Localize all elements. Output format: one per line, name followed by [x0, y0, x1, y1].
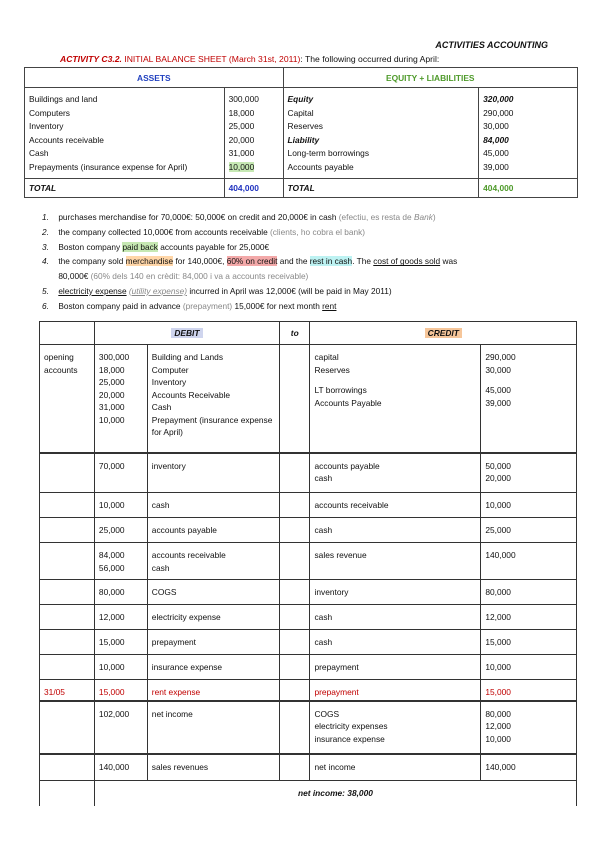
event-text: the company collected 10,000€ from accounts receivable — [58, 226, 268, 237]
asset-label: Inventory — [29, 121, 64, 132]
equity-label: Accounts payable — [287, 161, 354, 172]
event-note: (prepayment) — [182, 300, 233, 311]
subtitle-rest: : The following occurred during April: — [300, 54, 440, 64]
journal-row — [40, 754, 577, 781]
assets-labels — [25, 88, 225, 179]
equity-label: Equity — [287, 94, 314, 104]
opening-credit-amounts — [481, 345, 577, 453]
opening-credit-accounts — [310, 345, 481, 453]
entry-date — [40, 580, 95, 605]
asset-label: Prepayments (insurance expense for April) — [29, 161, 188, 172]
credit-amount: 10,000 — [481, 655, 577, 680]
to-cell — [279, 701, 310, 754]
assets-total: 404,000 — [224, 179, 283, 198]
credit-amount: 80,000 12,000 10,000 — [481, 701, 577, 754]
asset-value: 18,000 — [228, 107, 255, 118]
equity-label: Capital — [287, 107, 314, 118]
debit-account: COGS — [147, 580, 279, 605]
event-note: (efectiu, es resta de — [338, 212, 412, 222]
event-number: 3. — [42, 241, 49, 252]
to-cell — [279, 493, 310, 518]
event-text: was — [442, 256, 458, 267]
debit-amount: 84,000 56,000 — [94, 543, 147, 580]
balance-title: INITIAL BALANCE SHEET (March 31st, 2011) — [124, 54, 301, 64]
to-cell — [279, 680, 310, 701]
event-text: 80,000€ — [58, 271, 89, 282]
event-note-end: ) — [432, 212, 436, 222]
credit-amount: 140,000 — [481, 543, 577, 580]
event-number: 2. — [42, 226, 49, 237]
credit-amount: 15,000 — [481, 680, 577, 701]
amount: 30,000 — [485, 364, 511, 375]
entry-date — [40, 518, 95, 543]
equity-label: Reserves — [287, 121, 323, 132]
debit-account: sales revenues — [147, 754, 279, 781]
credit-account: cash — [310, 605, 481, 630]
events-list — [42, 210, 582, 314]
amount: 39,000 — [485, 397, 511, 408]
debit-amount: 12,000 — [94, 605, 147, 630]
entry-date: 31/05 — [40, 680, 95, 701]
asset-value: 20,000 — [228, 134, 255, 145]
account: Accounts Payable — [314, 397, 382, 408]
event-number: 5. — [42, 285, 49, 296]
debit-header: DEBIT — [171, 328, 202, 338]
opening-debit-amounts — [94, 345, 147, 453]
event-note: (60% dels 140 en crèdit: 84,000 i va a accounts receivable) — [90, 271, 309, 282]
to-cell — [279, 518, 310, 543]
debit-account: prepayment — [147, 630, 279, 655]
entry-date — [40, 701, 95, 754]
entry-date — [40, 754, 95, 781]
to-cell — [279, 580, 310, 605]
entry-date — [40, 493, 95, 518]
activity-subtitle — [60, 54, 439, 64]
account: Accounts Receivable — [151, 389, 230, 400]
journal-row — [40, 605, 577, 630]
asset-label: Buildings and land — [29, 94, 98, 104]
equity-value: 320,000 — [483, 94, 514, 104]
amount: 31,000 — [98, 402, 125, 412]
highlighted-value: 10,000 — [228, 161, 255, 172]
journal-row — [40, 453, 577, 493]
event-underline: rent — [322, 300, 337, 311]
amount: 25,000 — [98, 377, 125, 387]
credit-amount: 80,000 — [481, 580, 577, 605]
event-number: 1. — [42, 212, 49, 222]
to-cell — [279, 605, 310, 630]
event-underline: electricity expense — [58, 285, 127, 296]
event-note: (clients, ho cobra el bank) — [270, 226, 366, 237]
asset-label: Computers — [29, 107, 70, 118]
equity-label: Long-term borrowings — [287, 148, 370, 159]
equity-header: EQUITY + LIABILITIES — [283, 68, 577, 88]
event-text: the company sold — [58, 256, 124, 267]
credit-account: net income — [310, 754, 481, 781]
debit-amount: 80,000 — [94, 580, 147, 605]
credit-account: prepayment — [310, 655, 481, 680]
event-highlight: merchandise — [125, 256, 174, 267]
event-text: incurred in April was 12,000€ (will be paid in May 2011) — [189, 285, 392, 296]
credit-amount: 140,000 — [481, 754, 577, 781]
amount: 20,000 — [98, 389, 125, 400]
balance-sheet-table — [24, 67, 578, 198]
event-item — [42, 254, 582, 269]
debit-amount: 10,000 — [94, 655, 147, 680]
journal-row — [40, 655, 577, 680]
account: Cash — [151, 402, 172, 412]
to-cell — [279, 655, 310, 680]
journal-row — [40, 630, 577, 655]
entry-date — [40, 630, 95, 655]
entry-date — [40, 605, 95, 630]
event-underline: cost of goods sold — [373, 256, 441, 267]
event-text: Boston company — [58, 241, 121, 252]
credit-account: sales revenue — [310, 543, 481, 580]
event-text: accounts payable for 25,000€ — [160, 241, 270, 252]
event-text: for 140,000€, — [175, 256, 225, 267]
debit-account: insurance expense — [147, 655, 279, 680]
event-text: . The — [352, 256, 371, 267]
credit-account: cash — [310, 630, 481, 655]
event-item — [42, 269, 582, 284]
event-number: 6. — [42, 300, 49, 311]
event-item — [42, 299, 582, 314]
event-item — [42, 225, 582, 240]
page-header: ACTIVITIES ACCOUNTING — [435, 40, 548, 50]
amount: 300,000 — [98, 352, 130, 362]
activity-label: ACTIVITY C3.2. — [60, 54, 122, 64]
credit-account: COGS electricity expenses insurance expense — [310, 701, 481, 754]
account: Inventory — [151, 377, 187, 387]
event-number: 4. — [42, 256, 49, 267]
event-item — [42, 284, 582, 299]
credit-amount: 12,000 — [481, 605, 577, 630]
to-header: to — [279, 322, 310, 345]
debit-account: rent expense — [147, 680, 279, 701]
journal-row — [40, 680, 577, 701]
amount: 45,000 — [485, 385, 511, 395]
account: capital — [314, 352, 339, 362]
journal-row — [40, 518, 577, 543]
amount: 290,000 — [485, 352, 516, 362]
equity-value: 39,000 — [483, 161, 509, 172]
debit-account: inventory — [147, 453, 279, 493]
credit-header: CREDIT — [425, 328, 462, 338]
event-item — [42, 240, 582, 255]
debit-account: net income — [147, 701, 279, 754]
journal-row — [40, 493, 577, 518]
equity-label: Liability — [287, 134, 320, 145]
account: LT borrowings — [314, 385, 367, 395]
journal-row — [40, 701, 577, 754]
asset-value: 300,000 — [228, 94, 259, 104]
debit-account: electricity expense — [147, 605, 279, 630]
amount: 18,000 — [98, 364, 125, 375]
equity-total: 404,000 — [479, 179, 578, 198]
debit-account: cash — [147, 493, 279, 518]
event-italic-underline: (utility expense) — [128, 285, 187, 296]
equity-values — [479, 88, 578, 179]
credit-amount: 10,000 — [481, 493, 577, 518]
to-cell — [279, 754, 310, 781]
amount: 10,000 — [98, 414, 125, 425]
account: Prepayment (insurance expense for April) — [151, 414, 273, 437]
credit-account: inventory — [310, 580, 481, 605]
journal-row — [40, 543, 577, 580]
event-text: and the — [279, 256, 308, 267]
debit-account: accounts receivable cash — [147, 543, 279, 580]
to-cell — [279, 453, 310, 493]
assets-total-label: TOTAL — [25, 179, 225, 198]
credit-header-cell — [310, 322, 577, 345]
credit-amount: 15,000 — [481, 630, 577, 655]
asset-value — [229, 161, 279, 175]
event-text: purchases merchandise for 70,000€: 50,000€ on credit and 20,000€ in cash — [58, 212, 337, 222]
debit-amount: 140,000 — [94, 754, 147, 781]
event-text: 15,000€ for next month — [234, 300, 320, 311]
credit-account: accounts payable cash — [310, 453, 481, 493]
equity-value: 290,000 — [483, 107, 514, 118]
account: Reserves — [314, 364, 350, 375]
event-note-italic: Bank — [413, 212, 433, 222]
journal-row — [40, 580, 577, 605]
event-text: Boston company paid in advance — [58, 300, 181, 311]
equity-total-label: TOTAL — [283, 179, 479, 198]
entry-date — [40, 655, 95, 680]
debit-amount: 15,000 — [94, 680, 147, 701]
asset-label: Cash — [29, 148, 49, 159]
debit-header-cell — [94, 322, 279, 345]
asset-label: Accounts receivable — [29, 134, 104, 145]
net-income-total: net income: 38,000 — [94, 781, 576, 806]
debit-amount: 10,000 — [94, 493, 147, 518]
credit-account: cash — [310, 518, 481, 543]
account: Computer — [151, 364, 189, 375]
event-item — [42, 210, 582, 225]
credit-amount: 25,000 — [481, 518, 577, 543]
equity-value: 45,000 — [483, 148, 509, 159]
to-cell — [279, 543, 310, 580]
event-highlight: rest in cash — [309, 256, 353, 267]
journal-table — [39, 321, 577, 806]
debit-account: accounts payable — [147, 518, 279, 543]
to-cell — [279, 630, 310, 655]
credit-account: accounts receivable — [310, 493, 481, 518]
debit-amount: 70,000 — [94, 453, 147, 493]
assets-header: ASSETS — [25, 68, 284, 88]
debit-amount: 25,000 — [94, 518, 147, 543]
debit-amount: 102,000 — [94, 701, 147, 754]
equity-labels — [283, 88, 479, 179]
asset-value: 31,000 — [228, 148, 255, 159]
credit-amount: 50,000 20,000 — [481, 453, 577, 493]
assets-values — [224, 88, 283, 179]
credit-account: prepayment — [310, 680, 481, 701]
opening-debit-accounts — [147, 345, 279, 453]
asset-value: 25,000 — [228, 121, 255, 132]
entry-date — [40, 543, 95, 580]
debit-amount: 15,000 — [94, 630, 147, 655]
account: Building and Lands — [151, 352, 224, 362]
event-highlight: 60% on credit — [226, 256, 278, 267]
entry-date — [40, 453, 95, 493]
equity-value: 30,000 — [483, 121, 509, 132]
opening-label: opening accounts — [40, 345, 95, 453]
equity-value: 84,000 — [483, 134, 509, 145]
event-highlight: paid back — [122, 241, 158, 252]
